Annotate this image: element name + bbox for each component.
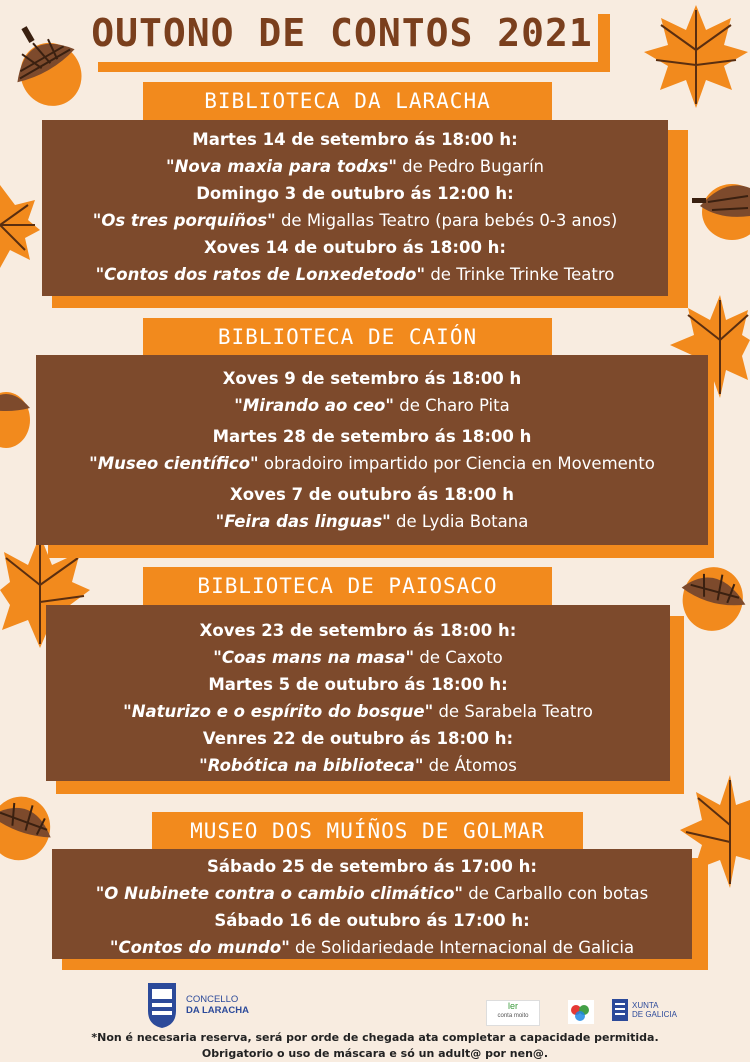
section-heading	[143, 318, 552, 356]
event-author: de Átomos	[423, 756, 517, 775]
section-heading	[143, 82, 552, 120]
event-date: Xoves 9 de setembro ás 18:00 h	[222, 369, 522, 388]
xunta-name-line1: XUNTA	[632, 1001, 659, 1010]
concello-name-line1: CONCELLO	[186, 994, 239, 1005]
xunta-logo	[612, 999, 677, 1021]
concello-name-line2: DA LARACHA	[186, 1005, 249, 1016]
event-title: "Museo científico"	[89, 454, 259, 473]
event-title: "Contos do mundo"	[109, 938, 290, 957]
event-date: Xoves 23 de setembro ás 18:00 h:	[199, 621, 517, 640]
event-description	[36, 508, 708, 535]
shield-icon	[146, 981, 178, 1029]
event-description	[46, 698, 670, 725]
acorn-icon	[0, 14, 90, 114]
event-date: Sábado 16 de outubro ás 17:00 h:	[214, 911, 530, 930]
event-title: "Coas mans na masa"	[213, 648, 415, 667]
event-title: "Mirando ao ceo"	[234, 396, 394, 415]
event-date: Xoves 7 de outubro ás 18:00 h	[230, 485, 514, 504]
acorn-icon	[0, 780, 60, 880]
event-title: "Os tres porquiños"	[92, 211, 276, 230]
event-description	[42, 261, 668, 288]
event-author: de Pedro Bugarín	[396, 157, 544, 176]
events-panel	[42, 120, 668, 296]
ler-logo-subtext: conta moito	[497, 1013, 529, 1019]
event-description	[52, 880, 692, 907]
event-description	[42, 153, 668, 180]
event-date: Martes 28 de setembro ás 18:00 h	[212, 427, 532, 446]
page-title	[86, 4, 598, 62]
events-panel	[36, 355, 708, 545]
event-description	[42, 207, 668, 234]
event-date: Xoves 14 de outubro ás 18:00 h:	[203, 238, 507, 257]
section-heading-text: BIBLIOTECA DA LARACHA	[204, 89, 491, 113]
event-author: de Solidariedade Internacional de Galicia	[289, 938, 635, 957]
event-date: Sábado 25 de setembro ás 17:00 h:	[207, 857, 537, 876]
acorn-icon	[690, 168, 750, 248]
event-description	[46, 752, 670, 779]
acorn-icon	[0, 380, 30, 450]
section-heading	[152, 812, 583, 850]
event-description	[52, 934, 692, 961]
event-date: Martes 14 de setembro ás 18:00 h:	[192, 130, 518, 149]
section-heading	[143, 567, 552, 605]
section-heading-text: BIBLIOTECA DE CAIÓN	[217, 325, 478, 349]
event-author: de Sarabela Teatro	[433, 702, 593, 721]
footer-note	[0, 1030, 750, 1062]
xunta-flag-icon	[612, 999, 628, 1021]
ler-conta-moito-logo	[486, 1000, 540, 1026]
event-title: "Contos dos ratos de Lonxedetodo"	[95, 265, 426, 284]
event-title: "O Nubinete contra o cambio climático"	[95, 884, 464, 903]
library-network-icon	[568, 1000, 594, 1024]
footer-line-1: *Non é necesaria reserva, será por orde de chegada ata completar a capacidade permitida.	[91, 1031, 659, 1044]
page-title-text: OUTONO DE CONTOS 2021	[91, 11, 593, 55]
event-title: "Robótica na biblioteca"	[199, 756, 424, 775]
maple-leaf-icon	[0, 180, 40, 270]
event-date: Domingo 3 de outubro ás 12:00 h:	[196, 184, 514, 203]
event-author: de Trinke Trinke Teatro	[425, 265, 615, 284]
event-description	[36, 392, 708, 419]
event-author: de Migallas Teatro (para bebés 0-3 anos)	[275, 211, 618, 230]
section-heading-text: MUSEO DOS MUÍÑOS DE GOLMAR	[190, 819, 545, 843]
event-title: "Feira das linguas"	[215, 512, 391, 531]
footer-line-2: Obrigatorio o uso de máscara e só un adult@ por nen@.	[201, 1047, 549, 1060]
event-description	[46, 644, 670, 671]
event-date: Venres 22 de outubro ás 18:00 h:	[202, 729, 514, 748]
event-date: Martes 5 de outubro ás 18:00 h:	[208, 675, 508, 694]
event-author: de Lydia Botana	[390, 512, 529, 531]
section-heading-text: BIBLIOTECA DE PAIOSACO	[197, 574, 498, 598]
event-title: "Nova maxia para todxs"	[166, 157, 397, 176]
events-panel	[46, 605, 670, 781]
xunta-name-line2: DE GALICIA	[632, 1010, 677, 1019]
ler-logo-text: ler	[507, 1001, 518, 1011]
event-author: obradoiro impartido por Ciencia en Movemento	[258, 454, 655, 473]
event-author: de Caxoto	[414, 648, 503, 667]
event-description	[36, 450, 708, 477]
event-author: de Charo Pita	[393, 396, 510, 415]
event-title: "Naturizo e o espírito do bosque"	[123, 702, 434, 721]
maple-leaf-icon	[636, 0, 750, 110]
event-author: de Carballo con botas	[463, 884, 649, 903]
concello-logo	[146, 980, 276, 1030]
events-panel	[52, 849, 692, 959]
